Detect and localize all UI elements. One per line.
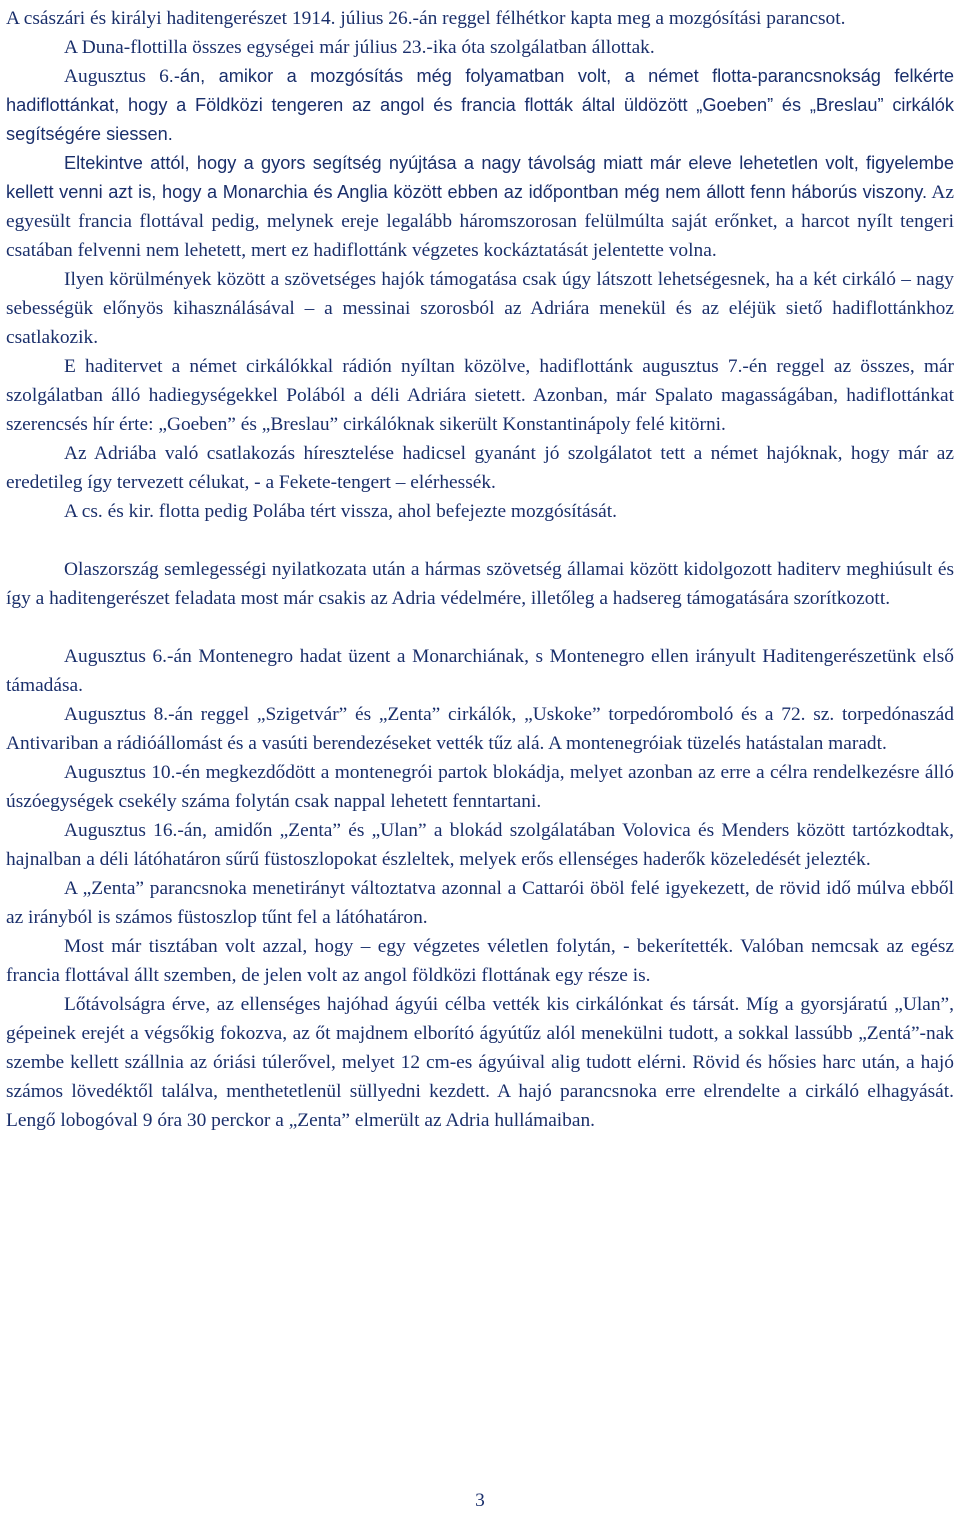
paragraph-text: Augusztus 16.-án, amidőn „Zenta” és „Ulan” a blokád szolgálatában Volovica és Menders között tartózkodtak, hajnalban a déli látóhatáron sűrű füstoszlopokat észleltek, melyek erős ellenséges haderők közeledését jelezték. [6,820,954,870]
paragraph-text: A császári és királyi haditengerészet 1914. július 26.-án reggel félhétkor kapta meg a mozgósítási parancsot. [6,8,846,29]
paragraph-text: Az egyesült francia flottával pedig, melynek ereje legalább háromszorosan felülmúlta saját erőnket, a harcot nyílt tengeri csatában felvenni nem lehetett, mert ez hadiflottánk végzetes kockáztatását jelentette volna. [6,182,954,261]
paragraph-danube-flotilla [6,33,954,62]
paragraph-mobilization-order [6,4,954,33]
paragraph-allied-support [6,265,954,352]
paragraph-gap [6,613,954,642]
paragraph-text: Most már tisztában volt azzal, hogy – egy végzetes véletlen folytán, - bekerítették. Valóban nemcsak az egész francia flottával állt szemben, de jelen volt az angol földközi flottának egy része is. [6,936,954,986]
paragraph-zenta-course [6,874,954,932]
paragraph-august-6-request [6,62,954,149]
paragraph-august-16-smoke [6,816,954,874]
paragraph-text: A Duna-flottilla összes egységei már július 23.-ika óta szolgálatban állottak. [64,37,655,58]
paragraph-italy-neutrality [6,555,954,613]
paragraph-rumor-ruse [6,439,954,497]
paragraph-gap [6,526,954,555]
paragraph-distance-consideration [6,149,954,265]
paragraph-august-8-attack [6,700,954,758]
paragraph-text: Az Adriába való csatlakozás híresztelése hadicsel gyanánt jó szolgálatot tett a német hajóknak, hogy már az eredetileg így tervezett célukat, - a Fekete-tengert – elérhessék. [6,443,954,493]
paragraph-text: Lőtávolságra érve, az ellenséges hajóhad ágyúi célba vették kis cirkálónkat és társát. Míg a gyorsjáratú „Ulan”, gépeinek erejét a végsőkig fokozva, az őt majdnem elborító ágyútűz alól menekülni tudott, a sokkal lassúbb „Zentá”-nak szembe kellett szállnia az óriási túlerővel, melyet 12 cm-es ágyúival alig tudott elérni. Rövid és hősies harc után, a hajó számos lövedéktől találva, menthetetlenül süllyedni kezdett. A hajó parancsnoka erre elrendelte a cirkáló elhagyását. Lengő lobogóval 9 óra 30 perckor a „Zenta” elmerült az Adria hullámaiban. [6,994,954,1131]
paragraph-text: Ilyen körülmények között a szövetséges hajók támogatása csak úgy látszott lehetségesnek, ha a két cirkáló – nagy sebességük előnyös kihasználásával – a messinai szorosból az Adriára menekül és az eléjük siető hadiflottánkhoz csatlakozik. [6,269,954,348]
paragraph-text: Augusztus 6.-án Montenegro hadat üzent a Monarchiának, s Montenegro ellen irányult Haditengerészetünk első támadása. [6,646,954,696]
paragraph-text: Eltekintve attól, hogy a gyors segítség nyújtása a nagy távolság miatt már eleve lehetetlen volt, figyelembe kellett venni azt is, hogy a Monarchia és Anglia között ebben az időpontban még nem állott fenn háborús viszony. [6,153,954,202]
paragraph-text: A cs. és kir. flotta pedig Polába tért vissza, ahol befejezte mozgósítását. [64,501,618,522]
paragraph-text: A „Zenta” parancsnoka menetirányt változtatva azonnal a Cattarói öböl felé igyekezett, de rövid idő múlva ebből az irányból is számos füstoszlop tűnt fel a látóhatáron. [6,878,954,928]
paragraph-war-plan [6,352,954,439]
paragraph-august-10-blockade [6,758,954,816]
paragraph-zenta-sinking [6,990,954,1135]
paragraph-text: Olaszország semlegességi nyilatkozata után a hármas szövetség államai között kidolgozott haditerv meghiúsult és így a haditengerészet feladata most már csakis az Adria védelmére, illetőleg a hadsereg támogatására szorítkozott. [6,559,954,609]
paragraph-return-to-pola [6,497,954,526]
paragraph-text: Augusztus 8.-án reggel „Szigetvár” és „Zenta” cirkálók, „Uskoke” torpedóromboló és a 72. sz. torpedónaszád Antivariban a rádióállomást és a vasúti berendezéseket vették tűz alá. A montenegróiak tüzelés hatástalan maradt. [6,704,954,754]
paragraph-text: .-án, amikor a mozgósítás még folyamatban volt, a német flotta-parancsnokság felkérte hadiflottánkat, hogy a Földközi tengeren az angol és francia flották által üldözött „Goeben” és „Breslau” cirkálók segítségére siessen. [6,66,954,144]
paragraph-montenegro-war [6,642,954,700]
paragraph-encircled [6,932,954,990]
page-number: 3 [475,1490,485,1511]
paragraph-text: E haditervet a német cirkálókkal rádión nyíltan közölve, hadiflottánk augusztus 7.-én reggel az összes, már szolgálatban álló hadiegységekkel Polából a déli Adriára sietett. Azonban, már Spalato magasságában, hadiflottánkat szerencsés hír érte: „Goeben” és „Breslau” cirkálóknak sikerült Konstantinápoly felé kitörni. [6,356,954,435]
paragraph-text: Augusztus 10.-én megkezdődött a montenegrói partok blokádja, melyet azonban az erre a célra rendelkezésre álló úszóegységek csekély száma folytán csak nappal lehetett fenntartani. [6,762,954,812]
paragraph-text-date: Augusztus 6 [64,66,169,87]
